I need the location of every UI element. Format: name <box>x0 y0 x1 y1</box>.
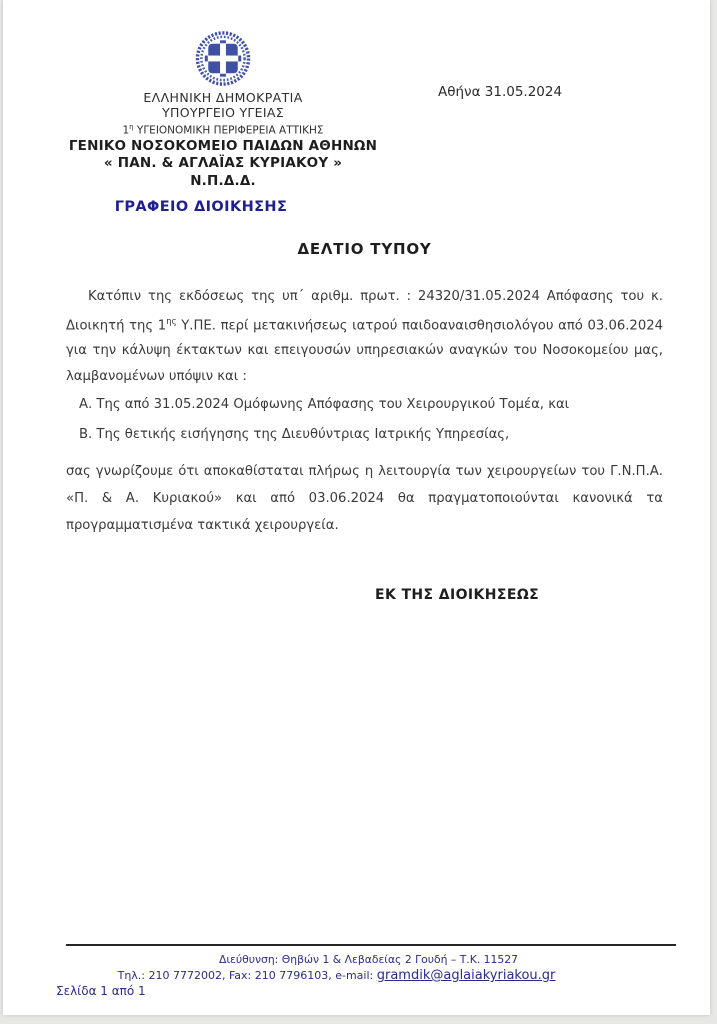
body-paragraph-1 <box>66 284 663 389</box>
health-region-line <box>33 120 413 138</box>
considerations-list <box>79 390 663 450</box>
ministry-line: ΥΠΟΥΡΓΕΙΟ ΥΓΕΙΑΣ <box>162 105 284 120</box>
signoff-administration: ΕΚ ΤΗΣ ΔΙΟΙΚΗΣΕΩΣ <box>375 587 540 603</box>
hospital-name-line: ΓΕΝΙΚΟ ΝΟΣΟΚΟΜΕΙΟ ΠΑΙΔΩΝ ΑΘΗΝΩΝ <box>68 137 378 154</box>
letterhead <box>33 30 413 215</box>
list-item-b: Β. Της θετικής εισήγησης της Διευθύντριας Ιατρικής Υπηρεσίας, <box>79 427 510 442</box>
footer-divider <box>66 944 676 946</box>
page-number: Σελίδα 1 από 1 <box>56 984 146 998</box>
press-release-title: ΔΕΛΤΙΟ ΤΥΠΟΥ <box>297 240 432 258</box>
ype-ordinal-sup: ης <box>166 316 177 327</box>
region-name: ΥΓΕΙΟΝΟΜΙΚΗ ΠΕΡΙΦΕΡΕΙΑ ΑΤΤΙΚΗΣ <box>133 124 324 137</box>
body-paragraph-2: σας γνωρίζουμε ότι αποκαθίσταται πλήρως η λειτουργία των χειρουργείων του Γ.Ν.Π.Α. «Π. & Α. Κυριακού» και από 03.06.2024 θα πραγματοποιούνται κανονικά τα προγραμματισμένα τακτικά χειρουργεία. <box>66 464 663 533</box>
paragraph-1-text: Κατόπιν της εκδόσεως της υπ΄ αριθμ. πρωτ. : 24320/31.05.2024 Απόφασης του κ. Διοικητή της 1 <box>66 289 663 333</box>
footer-phone-fax: Τηλ.: 210 7772002, Fax: 210 7796103, e-mail: <box>117 969 377 982</box>
footer-address: Διεύθυνση: Θηβών 1 & Λεβαδείας 2 Γουδή – Τ.Κ. 11527 <box>218 953 519 966</box>
republic-line: ΕΛΛΗΝΙΚΗ ΔΗΜΟΚΡΑΤΙΑ <box>143 90 303 105</box>
administration-office-label: ΓΡΑΦΕΙΟ ΔΙΟΙΚΗΣΗΣ <box>114 199 288 215</box>
region-ordinal-sup: η <box>129 123 134 131</box>
greek-coat-of-arms-icon <box>175 30 271 87</box>
list-item-a: Α. Της από 31.05.2024 Ομόφωνης Απόφασης του Χειρουργικού Τομέα, και <box>79 397 570 412</box>
footer-email-link[interactable]: gramdik@aglaiakyriakou.gr <box>376 968 556 983</box>
document-page <box>3 0 710 1015</box>
paragraph-1-continuation: Υ.ΠΕ. περί μετακινήσεως ιατρού παιδοαναισθησιολόγου από 03.06.2024 για την κάλυψη έκτακτων και επειγουσών υπηρεσιακών αναγκών του Νοσοκομείου μας, λαμβανομένων υπόψιν και : <box>66 317 663 384</box>
hospital-subname-line: « ΠΑΝ. & ΑΓΛΑΪΑΣ ΚΥΡΙΑΚΟΥ » <box>103 155 343 171</box>
document-date: Αθήνα 31.05.2024 <box>438 84 563 100</box>
region-number: 1 <box>122 124 130 137</box>
legal-entity-line: Ν.Π.Δ.Δ. <box>190 172 256 189</box>
footer-contact <box>0 968 690 983</box>
